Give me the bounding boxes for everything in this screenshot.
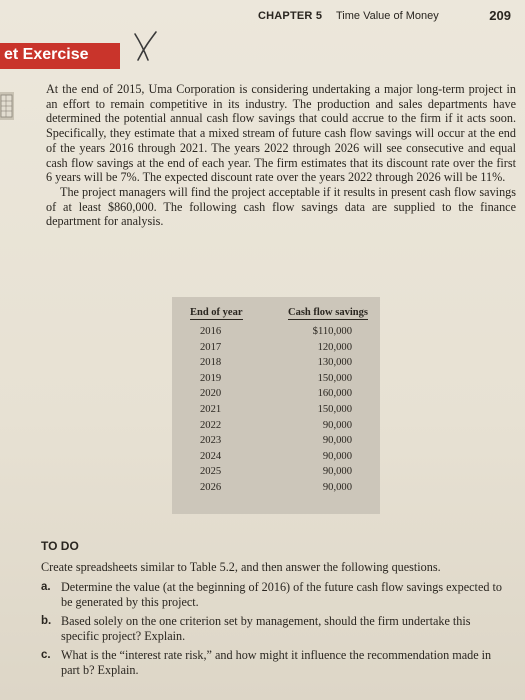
question-text: Based solely on the one criterion set by management, should the firm undertake this specific project? Explain. xyxy=(61,614,471,643)
table-row xyxy=(172,326,380,342)
cash-cell: 90,000 xyxy=(322,419,352,431)
question-text: Determine the value (at the beginning of 2016) of the future cash flow savings expected to be generated by this project. xyxy=(61,580,502,609)
table-row xyxy=(172,373,380,389)
exercise-banner xyxy=(0,43,120,69)
page-header xyxy=(258,8,515,26)
year-cell: 2019 xyxy=(200,372,222,384)
table-header-year: End of year xyxy=(190,307,243,318)
year-cell: 2024 xyxy=(200,450,222,462)
todo-heading: TO DO xyxy=(41,539,79,553)
table-header-cash: Cash flow savings xyxy=(288,307,368,318)
body-paragraph-2: The project managers will find the project acceptable if it results in present cash flow savings of at least $860,000. The following cash flow savings data are supplied to the finance department for analysis. xyxy=(46,184,516,229)
question-a xyxy=(41,580,511,610)
handwritten-check-icon xyxy=(130,30,160,64)
year-cell: 2017 xyxy=(200,341,222,353)
exercise-body xyxy=(46,82,516,229)
page-number: 209 xyxy=(489,8,511,23)
cash-cell: 130,000 xyxy=(317,357,352,369)
year-cell: 2016 xyxy=(200,326,222,337)
chapter-title: Time Value of Money xyxy=(336,10,439,22)
year-cell: 2023 xyxy=(200,435,222,447)
question-text: What is the “interest rate risk,” and how might it influence the recommendation made in part b? Explain. xyxy=(61,648,492,677)
cash-cell: 120,000 xyxy=(317,341,352,353)
cash-cell: 160,000 xyxy=(317,388,352,400)
exercise-banner-label: et Exercise xyxy=(4,46,89,63)
table-row xyxy=(172,388,380,404)
cash-flow-table xyxy=(172,297,380,514)
year-cell: 2026 xyxy=(200,481,222,493)
table-row xyxy=(172,451,380,467)
cash-cell: 90,000 xyxy=(322,450,352,462)
year-cell: 2018 xyxy=(200,357,222,369)
spreadsheet-icon xyxy=(0,92,14,120)
cash-cell: 90,000 xyxy=(322,481,352,493)
table-row xyxy=(172,466,380,482)
table-row xyxy=(172,342,380,358)
chapter-label: CHAPTER 5 xyxy=(258,10,323,22)
table-row xyxy=(172,404,380,420)
year-cell: 2022 xyxy=(200,419,222,431)
body-paragraph-1: At the end of 2015, Uma Corporation is considering undertaking a major long-term project in an effort to remain competitive in its industry. The production and sales departments have determined the potential annual cash flow savings that could accrue to the firm if it acts soon. Specifically, they estimate that a mixed stream of future cash flow savings will occur at the end of the years 2016 through 2021. The years 2022 through 2026 will see consecutive and equal cash flow savings at the end of each year. The firm estimates that its discount rate over the first 6 years will be 7%. The expected discount rate over the years 2022 through 2026 will be 11%. xyxy=(46,82,516,185)
cash-cell: 150,000 xyxy=(317,403,352,415)
cash-cell: 90,000 xyxy=(322,466,352,478)
table-row xyxy=(172,482,380,498)
table-row xyxy=(172,357,380,373)
question-label: b. xyxy=(41,615,52,627)
question-label: a. xyxy=(41,581,51,593)
question-b xyxy=(41,614,511,644)
table-row xyxy=(172,420,380,436)
year-cell: 2020 xyxy=(200,388,222,400)
table-row xyxy=(172,435,380,451)
table-rows xyxy=(172,326,380,498)
year-cell: 2021 xyxy=(200,403,222,415)
cash-cell: $110,000 xyxy=(312,326,352,337)
year-cell: 2025 xyxy=(200,466,222,478)
question-label: c. xyxy=(41,649,51,661)
cash-cell: 90,000 xyxy=(322,435,352,447)
question-c xyxy=(41,648,511,678)
todo-instruction: Create spreadsheets similar to Table 5.2, and then answer the following questions. xyxy=(41,560,441,574)
cash-cell: 150,000 xyxy=(317,372,352,384)
